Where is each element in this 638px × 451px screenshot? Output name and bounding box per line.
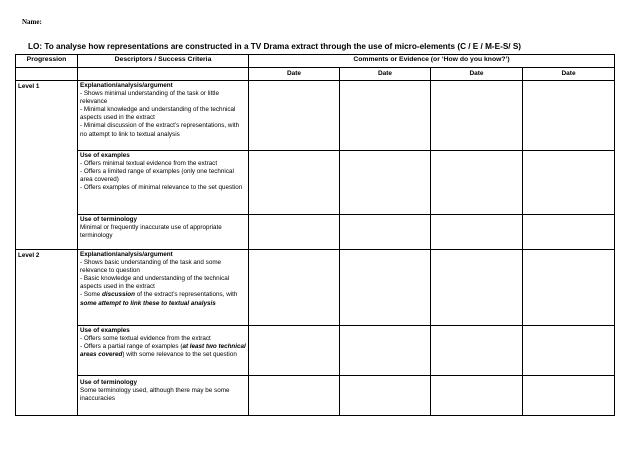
level1-explanation-row	[16, 81, 615, 151]
date-cell[interactable]: Date	[340, 68, 431, 81]
evidence-cell[interactable]	[249, 151, 340, 215]
name-label: Name:	[22, 18, 42, 26]
evidence-cell[interactable]	[523, 376, 615, 416]
evidence-cell[interactable]	[431, 215, 523, 250]
descriptor-line: - Shows basic understanding of the task and some relevance to question	[80, 259, 222, 275]
evidence-cell[interactable]	[523, 215, 615, 250]
date-cell[interactable]: Date	[523, 68, 615, 81]
evidence-cell[interactable]	[431, 326, 523, 376]
date-cell[interactable]: Date	[431, 68, 523, 81]
evidence-cell[interactable]	[249, 326, 340, 376]
descriptors-header: Descriptors / Success Criteria	[78, 55, 249, 68]
level1-explanation-cell	[78, 81, 249, 151]
evidence-cell[interactable]	[340, 215, 431, 250]
evidence-cell[interactable]	[523, 326, 615, 376]
evidence-cell[interactable]	[249, 250, 340, 326]
level2-examples-cell	[78, 326, 249, 376]
descriptor-text: - Some	[80, 291, 103, 299]
emphasis-text: at least two technical areas covered	[80, 343, 246, 359]
descriptor-line: - Shows minimal understanding of the task or little relevance	[80, 90, 219, 106]
descriptor-line: Minimal or frequently inaccurate use of appropriate terminology	[80, 224, 222, 240]
evidence-cell[interactable]	[431, 376, 523, 416]
date-cell[interactable]: Date	[249, 68, 340, 81]
level2-terminology-row	[16, 376, 615, 416]
comments-header: Comments or Evidence (or ‘How do you know?’)	[249, 55, 615, 68]
evidence-cell[interactable]	[340, 250, 431, 326]
level1-terminology-cell	[78, 215, 249, 250]
descriptor-line: - Offers minimal textual evidence from the extract	[80, 160, 218, 168]
explanation-heading: Explanation/analysis/argument	[80, 251, 173, 258]
examples-heading: Use of examples	[80, 327, 130, 334]
examples-heading: Use of examples	[80, 152, 130, 159]
descriptor-text: ) with some relevance to the set question	[122, 351, 237, 359]
level1-examples-cell	[78, 151, 249, 215]
blank-cell	[16, 68, 78, 81]
terminology-heading: Use of terminology	[80, 379, 138, 386]
date-row	[16, 68, 615, 81]
level1-examples-row	[16, 151, 615, 215]
progression-header: Progression	[16, 55, 78, 68]
descriptor-line: - Offers some textual evidence from the extract	[80, 335, 211, 343]
level2-examples-row	[16, 326, 615, 376]
evidence-cell[interactable]	[340, 81, 431, 151]
evidence-cell[interactable]	[431, 151, 523, 215]
evidence-cell[interactable]	[340, 376, 431, 416]
emphasis-text: some attempt to link these to textual analysis	[80, 299, 216, 307]
level2-explanation-row	[16, 250, 615, 326]
descriptor-line: - Offers examples of minimal relevance to the set question	[80, 184, 243, 192]
descriptor-line: Some terminology used, although there may be some inaccuracies	[80, 387, 230, 403]
level2-label: Level 2	[16, 250, 78, 416]
evidence-cell[interactable]	[249, 215, 340, 250]
evidence-cell[interactable]	[431, 81, 523, 151]
descriptor-line: - Minimal discussion of the extract’s representations, with no attempt to link to textual analysis	[80, 122, 240, 138]
success-criteria-table	[15, 54, 615, 416]
evidence-cell[interactable]	[523, 250, 615, 326]
descriptor-text: - Offers a partial range of examples (	[80, 343, 183, 351]
explanation-heading: Explanation/analysis/argument	[80, 82, 173, 89]
evidence-cell[interactable]	[431, 250, 523, 326]
blank-cell	[78, 68, 249, 81]
evidence-cell[interactable]	[340, 326, 431, 376]
evidence-cell[interactable]	[249, 81, 340, 151]
level1-label: Level 1	[16, 81, 78, 250]
evidence-cell[interactable]	[340, 151, 431, 215]
terminology-heading: Use of terminology	[80, 216, 138, 223]
level2-explanation-cell	[78, 250, 249, 326]
emphasis-text: discussion	[102, 291, 135, 299]
header-row	[16, 55, 615, 68]
descriptor-text: of the extract’s representations, with	[134, 291, 238, 299]
descriptor-line	[80, 291, 246, 307]
evidence-cell[interactable]	[249, 376, 340, 416]
level2-terminology-cell	[78, 376, 249, 416]
evidence-cell[interactable]	[523, 81, 615, 151]
descriptor-line	[80, 343, 246, 359]
evidence-cell[interactable]	[523, 151, 615, 215]
learning-objective: LO: To analyse how representations are constructed in a TV Drama extract through the use of micro-elements (C / E / M-E-S/ S)	[28, 42, 522, 51]
descriptor-line: - Basic knowledge and understanding of the technical aspects used in the extract	[80, 275, 230, 291]
level1-terminology-row	[16, 215, 615, 250]
descriptor-line: - Minimal knowledge and understanding of the technical aspects used in the extract	[80, 106, 236, 122]
descriptor-line: - Offers a limited range of examples (only one technical area covered)	[80, 168, 234, 184]
